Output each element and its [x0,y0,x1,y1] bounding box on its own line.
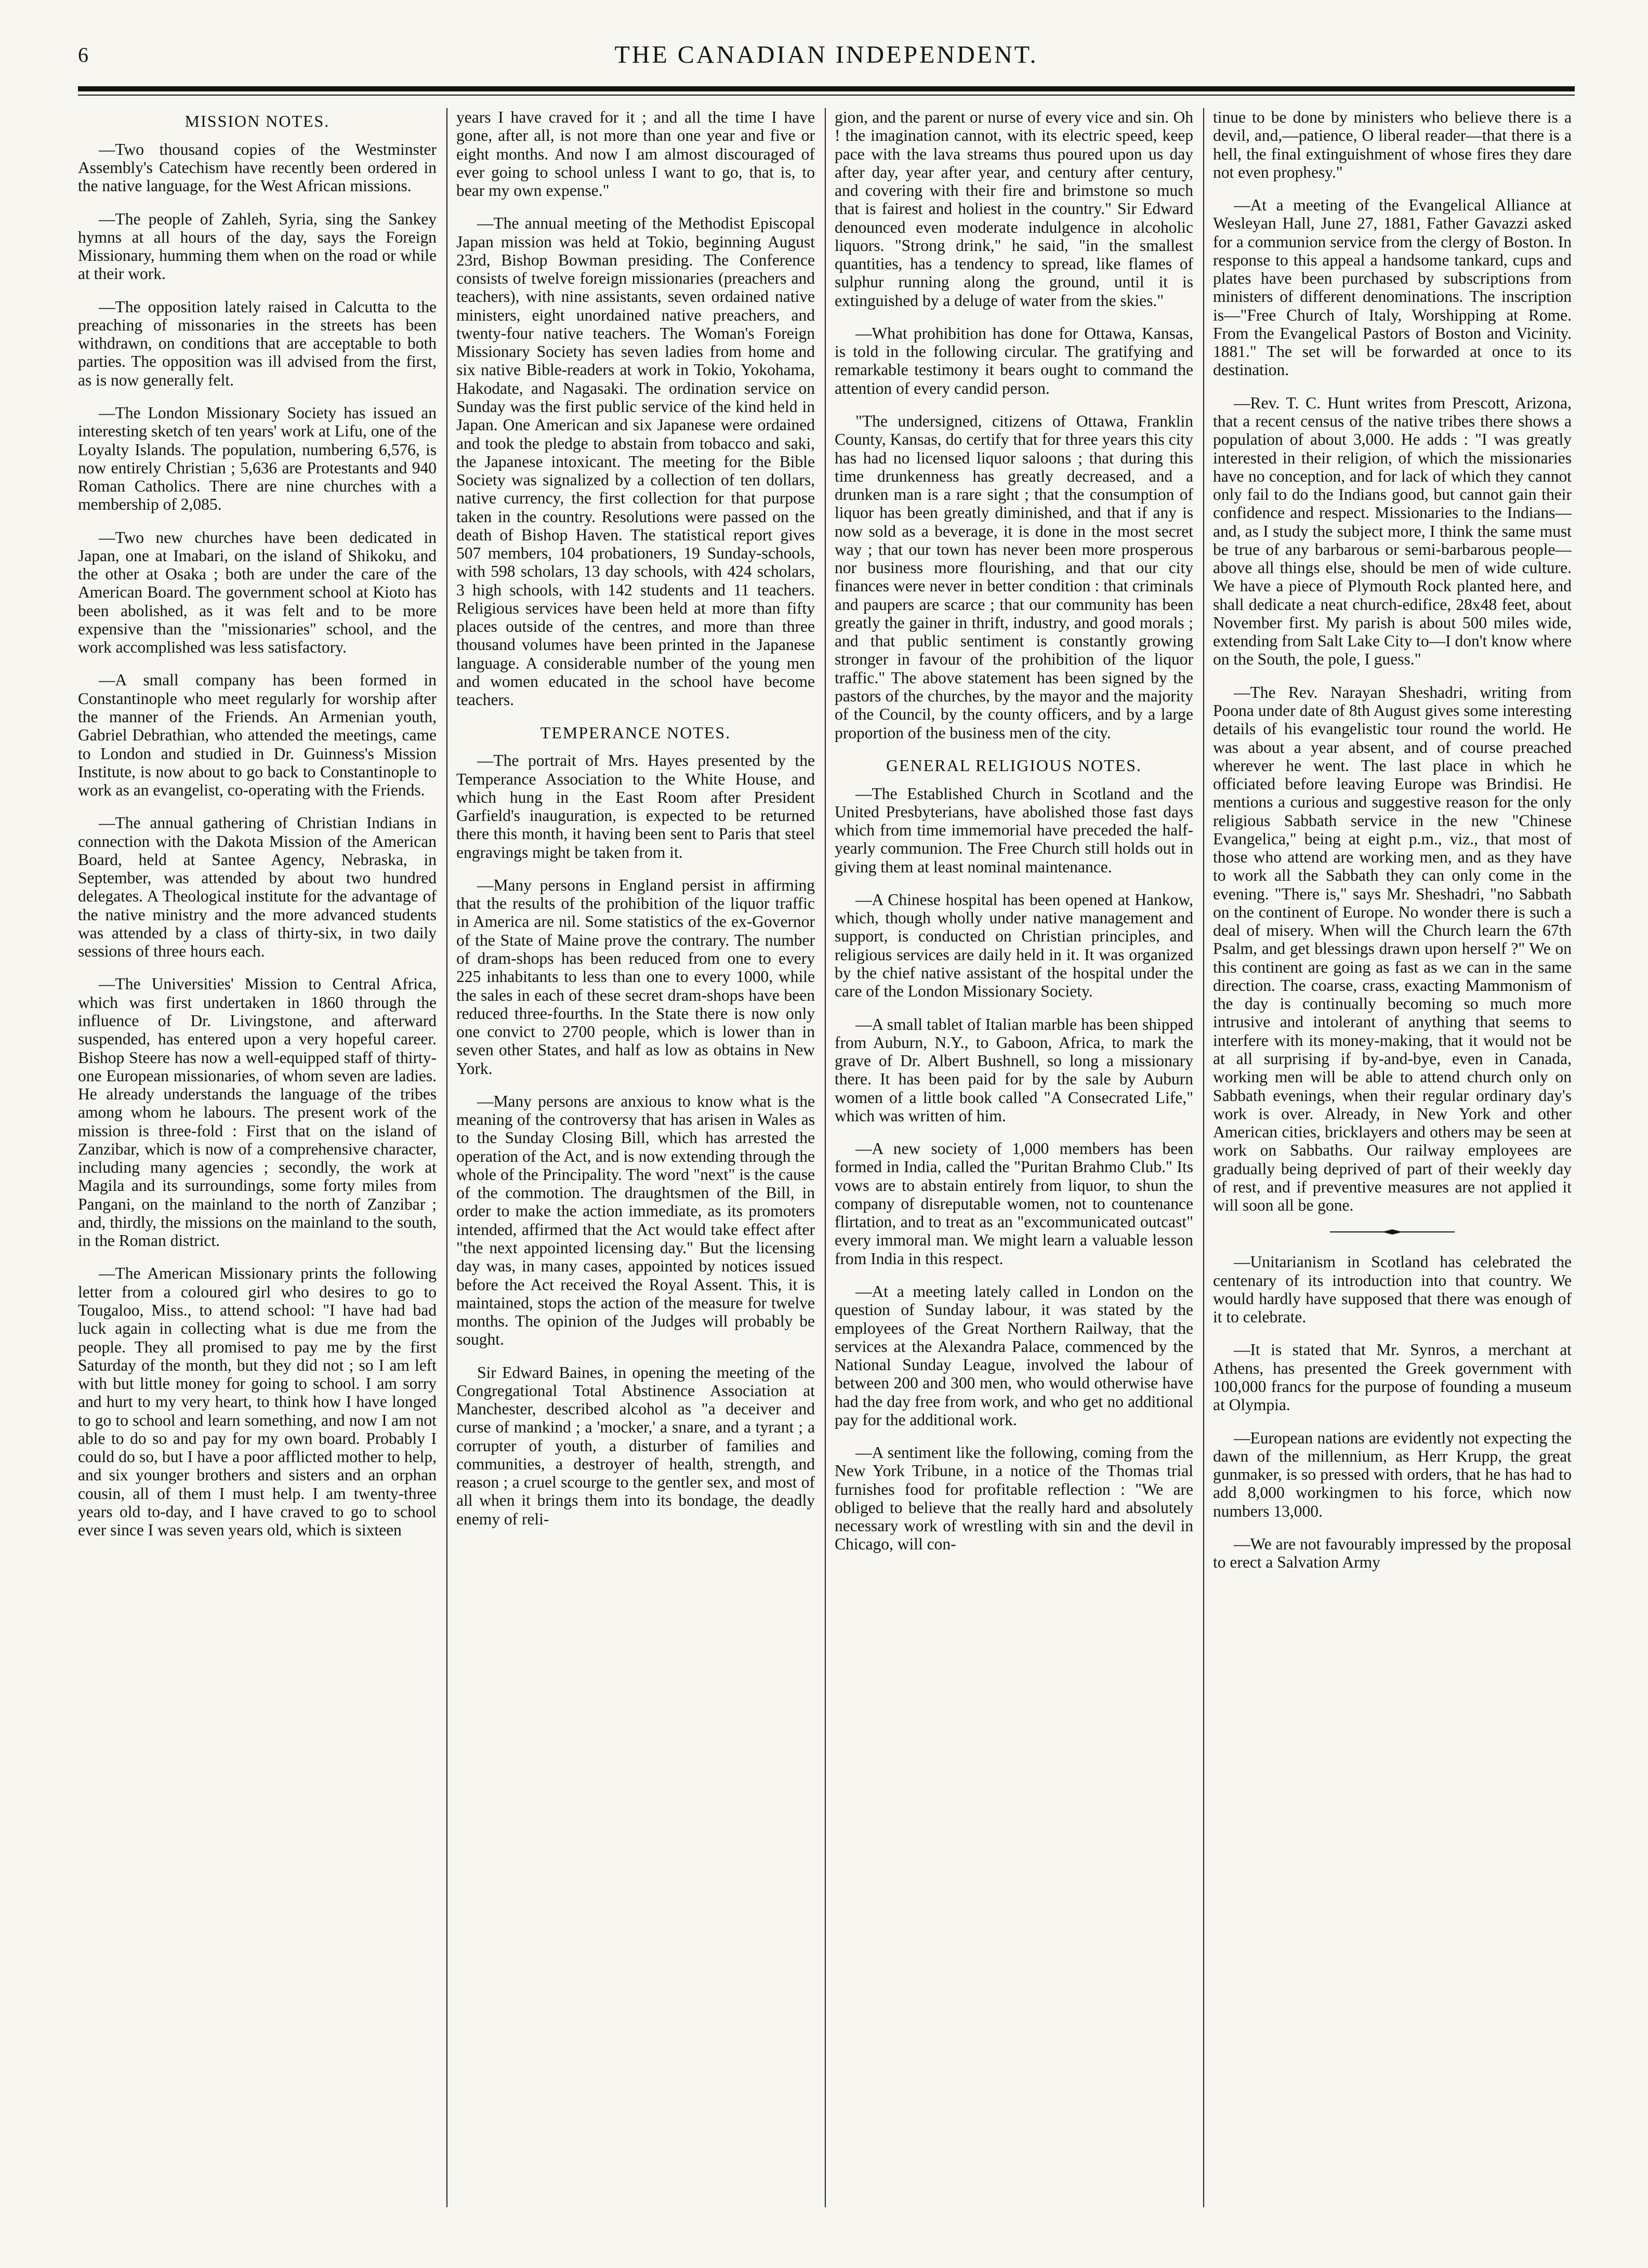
article-paragraph: —A small tablet of Italian marble has been shipped from Auburn, N.Y., to Gaboon, Africa, to mark the grave of Dr. Albert Bushnell, so long a missionary there. It has been paid for by the sale by Auburn women of a little book called "A Consecrated Life," which was written of him. [835,1015,1193,1125]
article-paragraph: —The portrait of Mrs. Hayes presented by the Temperance Association to the White House, and which hung in the East Room after President Garfield's inauguration, is expected to be returned there this month, it having been sent to Paris that steel engravings might be taken from it. [456,751,815,861]
newspaper-page [78,31,1575,2245]
column-rule [1203,108,1204,2207]
article-paragraph: —We are not favourably impressed by the proposal to erect a Salvation Army [1213,1534,1572,1572]
header-rule-thick [78,86,1575,91]
article-paragraph: —The annual gathering of Christian Indians in connection with the Dakota Mission of the American Board, held at Santee Agency, Nebraska, in September, was attended by about two hundred delegates. A Theological institute for the advantage of the native ministry and the more advanced students was attended by a class of thirty-six, in two daily sessions of three hours each. [78,814,437,961]
article-paragraph: —Many persons are anxious to know what is the meaning of the controversy that has arisen in Wales as to the Sunday Closing Bill, which has arrested the operation of the Act, and is now extending through the whole of the Principality. The word "next" is the cause of the commotion. The draughtsmen of the Bill, in order to make the action immediate, as its promoters intended, affirmed that the Act would take effect after "the next appointed licensing day." But the licensing day was, in many cases, appointed by notices issued before the Act received the Royal Assent. This, it is maintained, stops the action of the measure for twelve months. The opinion of the Judges will probably be sought. [456,1092,815,1349]
section-heading-mission-notes: MISSION NOTES. [184,112,330,130]
article-paragraph: —Two new churches have been dedicated in Japan, one at Imabari, on the island of Shikoku, and the other at Osaka ; both are under the care of the American Board. The government school at Kioto has been abolished, as it was felt and to be more expensive than the "missionaries" school, and the work accomplished was less satisfactory. [78,528,437,657]
article-paragraph: —The people of Zahleh, Syria, sing the Sankey hymns at all hours of the day, says the Foreign Missionary, humming them when on the road or while at their work. [78,209,437,283]
article-paragraph: —Rev. T. C. Hunt writes from Prescott, Arizona, that a recent census of the native tribes there shows a population of about 3,000. He adds : "I was greatly interested in their religion, of which the missionaries have no conception, and for lack of which they cannot only fail to do the Indians good, but cannot gain their confidence and respect. Missionaries to the Indians—and, as I study the subject more, I think the same must be true of any barbarous or semi-barbarous people—above all things else, should be men of wide culture. We have a piece of Plymouth Rock planted here, and shall dedicate a neat church-edifice, 28x48 feet, about November first. My parish is about 500 miles wide, extending from Salt Lake City to—I don't know where on the South, the pole, I guess." [1213,393,1572,669]
article-paragraph-continued: years I have craved for it ; and all the time I have gone, after all, is not more than one year and five or eight months. And now I am almost discouraged of ever going to school unless I want to go, that is, to bear my own expense." [456,108,815,200]
article-paragraph: —The opposition lately raised in Calcutta to the preaching of missonaries in the streets has been withdrawn, on conditions that are acceptable to both parties. The opposition was ill advised from the first, as is now generally felt. [78,297,437,389]
header-rule-thin [78,95,1575,96]
article-paragraph: —At a meeting lately called in London on the question of Sunday labour, it was stated by the employees of the Great Northern Railway, that the services at the Alexandra Palace, commenced by the National Sunday League, involved the labour of between 200 and 300 men, who would otherwise have had the day free from work, and who get no additional pay for the additional work. [835,1282,1193,1429]
columns [78,108,1575,2207]
article-paragraph: —The annual meeting of the Methodist Episcopal Japan mission was held at Tokio, beginning August 23rd, Bishop Bowman presiding. The Conference consists of twelve foreign missionaries (preachers and teachers), with nine assistants, seven ordained native ministers, eight unordained native preachers, and twenty-four native teachers. The Woman's Foreign Missionary Society has seven ladies from home and six native Bible-readers at work in Tokio, Yokohama, Hakodate, and Nagasaki. The ordination service on Sunday was the first public service of the kind held in Japan. One American and six Japanese were ordained and took the pledge to abstain from tobacco and saki, the Japanese intoxicant. The meeting for the Bible Society was signalized by a collection of ten dollars, native currency, the first collection for that purpose taken in the country. Resolutions were passed on the death of Bishop Haven. The statistical report gives 507 members, 104 probationers, 19 Sunday-schools, with 598 scholars, 13 day schools, with 424 scholars, 3 high schools, with 142 students and 11 teachers. Religious services have been held at more than fifty places outside of the centres, and more than three thousand volumes have been printed in the Japanese language. A considerable number of the young men and women educated in the school have become teachers. [456,214,815,709]
article-paragraph: —Many persons in England persist in affirming that the results of the prohibition of the liquor traffic in America are nil. Some statistics of the ex-Governor of the State of Maine prove the contrary. The number of dram-shops has been reduced from one to every 225 inhabitants to less than one to every 1000, while the sales in each of these secret dram-shops have been reduced three-fourths. In the State there is now only one convict to 2700 people, which is lower than in seven other States, and half as low as obtains in New York. [456,876,815,1078]
article-paragraph: —Two thousand copies of the Westminster Assembly's Catechism have recently been ordered in the native language, for the West African missions. [78,140,437,195]
article-paragraph: —A sentiment like the following, coming from the New York Tribune, in a notice of the Thomas trial furnishes food for profitable reflection : "We are obliged to believe that the really hard and absolutely necessary work of wrestling with sin and the devil in Chicago, will con- [835,1443,1193,1554]
masthead [78,31,1575,83]
article-paragraph: —A new society of 1,000 members has been formed in India, called the "Puritan Brahmo Club." Its vows are to abstain entirely from liquor, to shun the company of disreputable women, not to countenance flirtation, and to treat as an "excommunicated outcast" every immoral man. We might learn a valuable lesson from India in this respect. [835,1139,1193,1268]
section-heading-general-religious-notes: GENERAL RELIGIOUS NOTES. [886,755,1142,775]
journal-title: THE CANADIAN INDEPENDENT. [614,41,1038,69]
article-paragraph: —A Chinese hospital has been opened at Hankow, which, though wholly under native management and support, is conducted on Christian principles, and religious services are daily held in it. It was organized by the chief native assistant of the hospital under the care of the London Missionary Society. [835,890,1193,1001]
article-paragraph-continued: tinue to be done by ministers who believe there is a devil, and,—patience, O liberal reader—that there is a hell, the final extinguishment of whose fires they dare not even prophesy." [1213,108,1572,181]
column-rule [825,108,826,2207]
article-paragraph: —It is stated that Mr. Synros, a merchant at Athens, has presented the Greek government with 100,000 francs for the purpose of founding a museum at Olympia. [1213,1341,1572,1414]
article-paragraph: —The Universities' Mission to Central Africa, which was first undertaken in 1860 through the influence of Dr. Livingstone, and afterward suspended, has entered upon a very hopeful career. Bishop Steere has now a well-equipped staff of thirty-one European missionaries, of whom seven are ladies. He already understands the language of the tribes among whom he labours. The present work of the mission is three-fold : First that on the island of Zanzibar, which is now of a comprehensive character, including many agencies ; secondly, the work at Magila and its surroundings, some forty miles from Pangani, on the mainland to the north of Zanzibar ; and, thirdly, the missions on the mainland to the south, in the Roman district. [78,975,437,1250]
article-paragraph: —At a meeting of the Evangelical Alliance at Wesleyan Hall, June 27, 1881, Father Gavazzi asked for a communion service from the clergy of Boston. In response to this appeal a handsome tankard, cups and plates have been purchased by subscriptions from ministers of different denominations. The inscription is—"Free Church of Italy, Worshipping at Rome. From the Evangelical Pastors of Boston and Vicinity. 1881." The set will be forwarded at once to its destination. [1213,196,1572,379]
article-paragraph: —The Established Church in Scotland and the United Presbyterians, have abolished those fast days which from time immemorial have preceded the half-yearly communion. The Free Church still holds out in giving them at least nominal maintenance. [835,784,1193,876]
article-paragraph-continued: gion, and the parent or nurse of every vice and sin. Oh ! the imagination cannot, with its electric speed, keep pace with the lava streams thus poured upon us day after day, year after year, and century after century, and covering with their fire and brimstone so much that is fairest and holiest in the country." Sir Edward denounced even moderate indulgence in alcoholic liquors. "Strong drink," he said, "in the smallest quantities, has a tendency to spread, like flames of sulphur running along the ground, until it is extinguished by a deluge of water from the skies." [835,108,1193,310]
section-heading-temperance-notes: TEMPERANCE NOTES. [540,723,731,742]
article-paragraph: —Unitarianism in Scotland has celebrated the centenary of its introduction into that country. We would hardly have supposed that there was enough of it to celebrate. [1213,1253,1572,1327]
column-2 [456,108,815,2207]
article-paragraph: —What prohibition has done for Ottawa, Kansas, is told in the following circular. The gratifying and remarkable testimony it bears ought to command the attention of every candid person. [835,324,1193,397]
article-paragraph: "The undersigned, citizens of Ottawa, Franklin County, Kansas, do certify that for three years this city has had no licensed liquor saloons ; that during this time drunkenness has greatly decreased, and a drunken man is a rare sight ; that the consumption of liquor has been greatly diminished, and that if any is now sold as a beverage, it is done in the most secret way ; that our town has never been more prosperous nor business more flourishing, and that our city finances were never in better condition : that criminals and paupers are scarce ; that our community has been greatly the gainer in thrift, industry, and good morals ; and that public sentiment is constantly growing stronger in favour of the prohibition of the liquor traffic." The above statement has been signed by the pastors of the churches, by the mayor and the majority of the Council, by the county officers, and by a large proportion of the business men of the city. [835,412,1193,742]
ornament-divider-icon [1330,1229,1455,1235]
column-1 [78,108,437,2207]
column-rule [446,108,447,2207]
page-number: 6 [78,43,88,67]
article-paragraph: —European nations are evidently not expecting the dawn of the millennium, as Herr Krupp, the great gunmaker, is so pressed with orders, that he has had to add 8,000 workingmen to his force, which now numbers 13,000. [1213,1428,1572,1520]
column-3 [835,108,1193,2207]
article-paragraph: —The American Missionary prints the following letter from a coloured girl who desires to go to Tougaloo, Miss., to attend school: "I have had bad luck again in collecting what is due me from the people. They all promised to pay me by the first Saturday of the month, but they did not ; so I am left with but little money for going to school. I am sorry and hurt to my very heart, to think how I have longed to go to school and learn something, and now I am not able to do so and pay for my own board. Probably I could do so, but I have a poor afflicted mother to help, and six younger brothers and sisters and an orphan cousin, all of them I must help. I am twenty-three years old to-day, and I have craved to go to school ever since I was seven years old, which is sixteen [78,1264,437,1540]
column-4 [1213,108,1572,2207]
article-paragraph: —The London Missionary Society has issued an interesting sketch of ten years' work at Lifu, one of the Loyalty Islands. The population, numbering 6,576, is now entirely Christian ; 5,636 are Protestants and 940 Roman Catholics. There are nine churches with a membership of 2,085. [78,404,437,514]
article-paragraph: —A small company has been formed in Constantinople who meet regularly for worship after the manner of the Friends. An Armenian youth, Gabriel Debrathian, who attended the meetings, came to London and studied in Dr. Guinness's Mission Institute, is now about to go back to Constantinople to work as an evangelist, co-operating with the Friends. [78,671,437,800]
article-paragraph: —The Rev. Narayan Sheshadri, writing from Poona under date of 8th August gives some interesting details of his evangelistic tour round the world. He was about a year absent, and of course preached wherever he went. The last place in which he officiated before leaving Europe was Brindisi. He mentions a curious and suggestive reason for the only religious Sabbath service in the new "Chinese Evangelica," being at eight p.m., viz., that most of those who attend are working men, and as they have to work all the Sabbath they can only come in the evening. "There is," says Mr. Sheshadri, "no Sabbath on the continent of Europe. No wonder there is such a deal of misery. When will the Church learn the 67th Psalm, and get blessings drawn upon herself ?" We on this continent are going as fast as we can in the same direction. The coarse, crass, exacting Mammonism of the day is continually becoming so much more intrusive and intolerant of anything that seems to interfere with its money-making, that it would not be at all surprising if by-and-bye, even in Canada, working men will be able to attend church only on Sabbath evenings, when their regular ordinary day's work is over. Already, in New York and other American cities, bricklayers and others may be seen at work on Sabbaths. Our railway employees are gradually being deprived of part of their weekly day of rest, and if preventive measures are not applied it will soon all be gone. [1213,683,1572,1215]
article-paragraph: Sir Edward Baines, in opening the meeting of the Congregational Total Abstinence Association at Manchester, described alcohol as "a deceiver and curse of mankind ; a 'mocker,' a snare, and a tyrant ; a corrupter of youth, a disturber of families and communities, a destroyer of health, strength, and reason ; a cruel scourge to the gentler sex, and most of all when it brings them into its bondage, the deadly enemy of reli- [456,1363,815,1528]
